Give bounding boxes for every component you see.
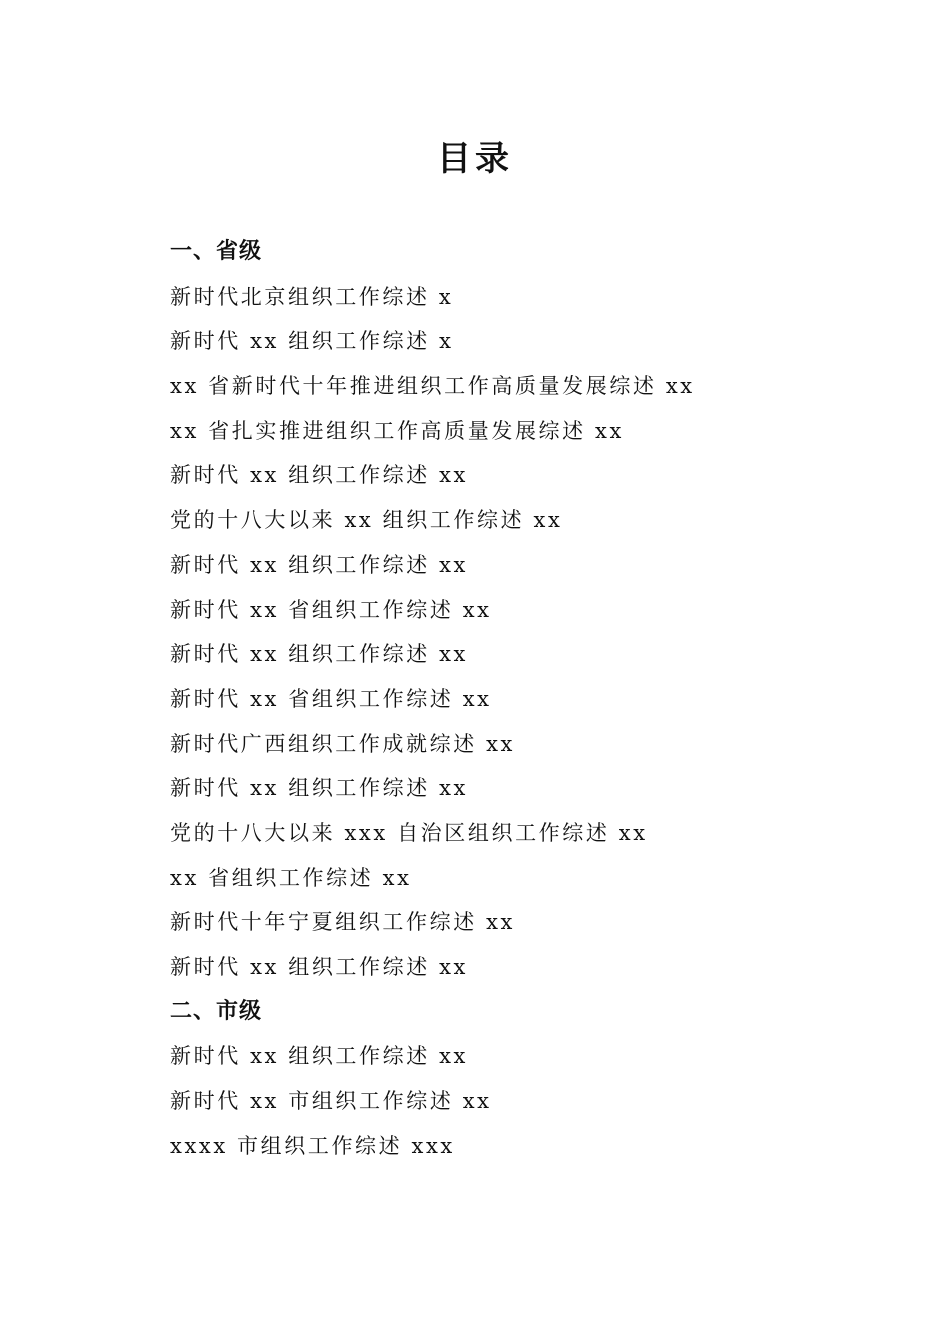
toc-entry: 新时代 xx 组织工作综述 xx bbox=[170, 642, 468, 667]
section-heading-provincial: 一、省级 bbox=[170, 239, 263, 264]
toc-entry: 新时代 xx 组织工作综述 xx bbox=[170, 1044, 468, 1069]
table-of-contents bbox=[170, 230, 870, 1168]
toc-entry: xxxx 市组织工作综述 xxx bbox=[170, 1133, 455, 1158]
toc-entry: 新时代 xx 省组织工作综述 xx bbox=[170, 686, 492, 711]
toc-entry: 党的十八大以来 xxx 自治区组织工作综述 xx bbox=[170, 820, 648, 845]
page-title: 目录 bbox=[437, 139, 513, 179]
toc-entry: 新时代 xx 组织工作综述 xx bbox=[170, 552, 468, 577]
toc-entry: 新时代 xx 组织工作综述 xx bbox=[170, 463, 468, 488]
toc-entry: 新时代 xx 省组织工作综述 xx bbox=[170, 597, 492, 622]
toc-entry: xx 省组织工作综述 xx bbox=[170, 865, 412, 890]
toc-entry: 新时代广西组织工作成就综述 xx bbox=[170, 731, 515, 756]
section-heading-municipal: 二、市级 bbox=[170, 998, 263, 1024]
toc-entry: 新时代 xx 市组织工作综述 xx bbox=[170, 1089, 492, 1114]
toc-entry: 新时代 xx 组织工作综述 xx bbox=[170, 776, 468, 801]
toc-entry: 新时代北京组织工作综述 x bbox=[170, 284, 454, 309]
toc-entry: 新时代 xx 组织工作综述 x bbox=[170, 329, 454, 354]
toc-entry: 新时代十年宁夏组织工作综述 xx bbox=[170, 910, 515, 935]
toc-entry: 党的十八大以来 xx 组织工作综述 xx bbox=[170, 508, 563, 533]
toc-entry: 新时代 xx 组织工作综述 xx bbox=[170, 955, 468, 979]
toc-entry: xx 省扎实推进组织工作高质量发展综述 xx bbox=[170, 418, 624, 443]
toc-entry: xx 省新时代十年推进组织工作高质量发展综述 xx bbox=[170, 374, 695, 399]
